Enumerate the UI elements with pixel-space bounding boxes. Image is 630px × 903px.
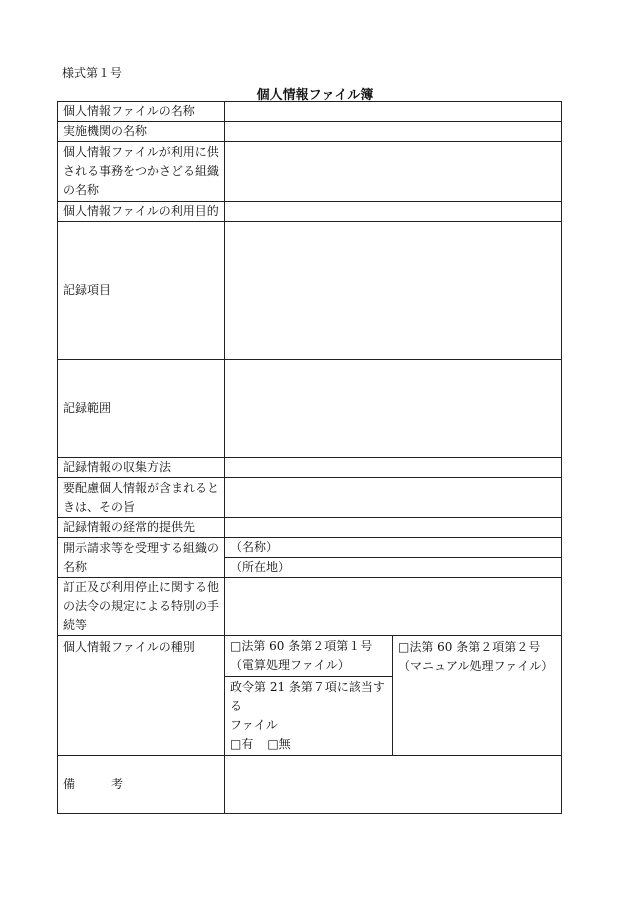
label-file-type: 個人情報ファイルの種別 bbox=[58, 636, 225, 756]
row-record-scope bbox=[58, 360, 562, 458]
label-organization-line2: される事務をつかさどる組織 bbox=[63, 164, 220, 178]
value-disclosure-name[interactable]: （名称） bbox=[225, 538, 562, 558]
value-record-scope[interactable] bbox=[225, 360, 562, 458]
label-remarks bbox=[58, 756, 225, 814]
label-disclosure-line2: 名称 bbox=[63, 559, 88, 574]
row-disclosure-org-1 bbox=[58, 538, 562, 558]
row-record-items bbox=[58, 222, 562, 360]
label-organization-line1: 個人情報ファイルが利用に供 bbox=[63, 145, 219, 159]
row-file-type bbox=[58, 636, 562, 756]
file-type-left-cell bbox=[225, 636, 393, 756]
ordinance-line1: 政令第 21 条第７項に該当する bbox=[230, 680, 385, 713]
label-collection-method: 記録情報の収集方法 bbox=[58, 458, 225, 478]
value-sensitive-info[interactable] bbox=[225, 478, 562, 518]
value-agency-name[interactable] bbox=[225, 122, 562, 142]
file-type-electronic-line1: □法第 60 条第２項第１号 bbox=[230, 639, 373, 653]
ordinance-line2: ファイル bbox=[230, 718, 278, 732]
file-type-manual-line1: □法第 60 条第２項第２号 bbox=[398, 640, 541, 654]
value-file-name[interactable] bbox=[225, 102, 562, 122]
form-number: 様式第１号 bbox=[62, 66, 123, 80]
row-agency-name bbox=[58, 122, 562, 142]
row-regular-recipient bbox=[58, 518, 562, 538]
file-type-manual-line2: （マニュアル処理ファイル） bbox=[398, 659, 554, 673]
label-special-procedures bbox=[58, 578, 225, 636]
row-special-procedures bbox=[58, 578, 562, 636]
value-collection-method[interactable] bbox=[225, 458, 562, 478]
label-special-line3: 続等 bbox=[63, 618, 88, 632]
label-special-line1: 訂正及び利用停止に関する他 bbox=[63, 580, 220, 594]
value-special-procedures[interactable] bbox=[225, 578, 562, 636]
label-record-items: 記録項目 bbox=[58, 222, 225, 360]
row-collection-method bbox=[58, 458, 562, 478]
ordinance-applicability bbox=[225, 677, 392, 756]
value-record-items[interactable] bbox=[225, 222, 562, 360]
row-purpose bbox=[58, 202, 562, 222]
remarks-char2: 考 bbox=[111, 777, 124, 791]
label-special-line2: の法令の規定による特別の手 bbox=[63, 599, 220, 613]
label-organization-line3: の名称 bbox=[63, 183, 100, 197]
label-disclosure-org bbox=[58, 538, 225, 578]
file-type-electronic[interactable] bbox=[225, 636, 392, 677]
label-organization bbox=[58, 142, 225, 202]
ordinance-options bbox=[230, 735, 387, 754]
value-purpose[interactable] bbox=[225, 202, 562, 222]
value-remarks[interactable] bbox=[225, 756, 562, 814]
label-purpose: 個人情報ファイルの利用目的 bbox=[58, 202, 225, 222]
value-regular-recipient[interactable] bbox=[225, 518, 562, 538]
personal-info-file-ledger bbox=[57, 101, 562, 814]
row-sensitive-info bbox=[58, 478, 562, 518]
page-title: 個人情報ファイル簿 bbox=[256, 88, 374, 103]
label-file-name: 個人情報ファイルの名称 bbox=[58, 102, 225, 122]
remarks-char1: 備 bbox=[63, 777, 76, 791]
row-remarks bbox=[58, 756, 562, 814]
file-type-manual[interactable] bbox=[393, 636, 562, 756]
row-file-name bbox=[58, 102, 562, 122]
label-sensitive-line1: 要配慮個人情報が含まれると bbox=[63, 480, 220, 495]
value-organization[interactable] bbox=[225, 142, 562, 202]
checkbox-no[interactable]: □無 bbox=[267, 737, 291, 751]
label-sensitive-info bbox=[58, 478, 225, 518]
label-disclosure-line1: 開示請求等を受理する組織の bbox=[63, 540, 220, 555]
label-agency-name: 実施機関の名称 bbox=[58, 122, 225, 142]
checkbox-yes[interactable]: □有 bbox=[230, 737, 254, 751]
value-disclosure-address[interactable]: （所在地） bbox=[225, 558, 562, 578]
label-regular-recipient: 記録情報の経常的提供先 bbox=[58, 518, 225, 538]
label-record-scope: 記録範囲 bbox=[58, 360, 225, 458]
label-sensitive-line2: きは、その旨 bbox=[63, 499, 136, 514]
file-type-electronic-line2: （電算処理ファイル） bbox=[230, 658, 350, 672]
row-organization bbox=[58, 142, 562, 202]
